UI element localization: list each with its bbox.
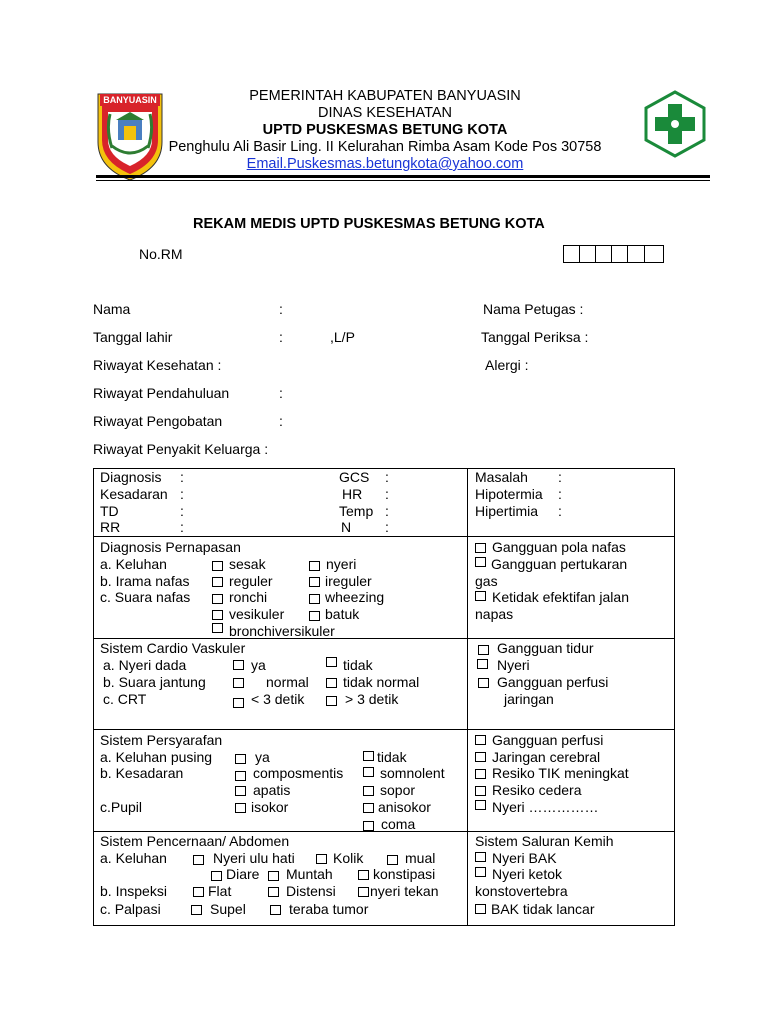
option-nyeri: nyeri bbox=[326, 556, 357, 572]
checkbox-normal[interactable] bbox=[233, 678, 244, 688]
field-lp: ,L/P bbox=[330, 329, 355, 345]
no-rm-digit-box[interactable] bbox=[579, 245, 596, 263]
diagnosis-nyeri: Nyeri bbox=[497, 657, 530, 673]
option-anisokor: anisokor bbox=[378, 799, 431, 815]
option-supel: Supel bbox=[210, 901, 246, 917]
colon: : bbox=[279, 413, 283, 429]
checkbox-muntah[interactable] bbox=[268, 871, 279, 881]
checkbox-pusing-tidak[interactable] bbox=[363, 751, 374, 761]
label-td: TD bbox=[100, 503, 119, 519]
label-gcs: GCS bbox=[339, 469, 370, 485]
checkbox-batuk[interactable] bbox=[309, 611, 320, 621]
field-tanggal-lahir: Tanggal lahir bbox=[93, 329, 173, 345]
colon: : bbox=[385, 503, 389, 519]
option-konstipasi: konstipasi bbox=[373, 866, 436, 882]
checkbox-nyeri-syaraf[interactable] bbox=[475, 800, 486, 810]
checkbox-coma[interactable] bbox=[363, 821, 374, 831]
checkbox-ya[interactable] bbox=[233, 660, 244, 670]
diagnosis-gangguan-perfusi: Gangguan perfusi bbox=[497, 674, 609, 690]
logo-left-label: BANYUASIN bbox=[103, 95, 157, 105]
checkbox-teraba-tumor[interactable] bbox=[270, 905, 281, 915]
colon: : bbox=[385, 486, 389, 502]
header-rule-thick bbox=[96, 175, 710, 178]
colon: : bbox=[279, 301, 283, 317]
label-keluhan: a. Keluhan bbox=[100, 556, 167, 572]
label-pupil: c.Pupil bbox=[100, 799, 143, 815]
no-rm-digit-box[interactable] bbox=[611, 245, 628, 263]
checkbox-nyeri-tekan[interactable] bbox=[358, 887, 369, 897]
label-hipertimia: Hipertimia bbox=[475, 503, 539, 519]
label-keluhan-pusing: a. Keluhan pusing bbox=[100, 749, 213, 765]
option-muntah: Muntah bbox=[286, 866, 333, 882]
label-n: N bbox=[341, 519, 352, 535]
option-crt-less-3: < 3 detik bbox=[251, 691, 305, 707]
checkbox-supel[interactable] bbox=[191, 905, 202, 915]
header-government: PEMERINTAH KABUPATEN BANYUASIN bbox=[249, 88, 521, 104]
checkbox-isokor[interactable] bbox=[235, 803, 246, 813]
section-persyarafan-title: Sistem Persyarafan bbox=[100, 732, 223, 748]
diagnosis-nyeri-ketok: Nyeri ketok bbox=[492, 866, 563, 882]
diagnosis-jaringan: jaringan bbox=[504, 691, 554, 707]
checkbox-wheezing[interactable] bbox=[309, 594, 320, 604]
field-riwayat-pengobatan: Riwayat Pengobatan bbox=[93, 413, 223, 429]
header-rule-thin bbox=[96, 180, 710, 181]
option-tidak: tidak bbox=[377, 749, 407, 765]
colon: : bbox=[180, 469, 184, 485]
checkbox-kolik[interactable] bbox=[316, 854, 327, 864]
option-normal: normal bbox=[266, 674, 309, 690]
checkbox-apatis[interactable] bbox=[235, 786, 246, 796]
option-apatis: apatis bbox=[253, 782, 291, 798]
no-rm-label: No.RM bbox=[139, 246, 183, 262]
label-irama-nafas: b. Irama nafas bbox=[100, 573, 190, 589]
diagnosis-jaringan-cerebral: Jaringan cerebral bbox=[492, 749, 601, 765]
colon: : bbox=[279, 329, 283, 345]
option-tidak-normal: tidak normal bbox=[343, 674, 420, 690]
label-hr: HR bbox=[342, 486, 363, 502]
option-somnolent: somnolent bbox=[380, 765, 445, 781]
checkbox-pusing-ya[interactable] bbox=[235, 754, 246, 764]
label-suara-nafas: c. Suara nafas bbox=[100, 589, 191, 605]
label-masalah: Masalah bbox=[475, 469, 528, 485]
colon: : bbox=[279, 385, 283, 401]
checkbox-reguler[interactable] bbox=[212, 577, 223, 587]
checkbox-gangguan-tidur[interactable] bbox=[478, 645, 489, 655]
option-distensi: Distensi bbox=[286, 883, 336, 899]
option-wheezing: wheezing bbox=[325, 589, 385, 605]
checkbox-nyeri-bak[interactable] bbox=[475, 852, 486, 862]
diagnosis-ketidak-efektifan: Ketidak efektifan jalan bbox=[492, 589, 629, 605]
checkbox-vesikuler[interactable] bbox=[212, 610, 223, 620]
label-rr: RR bbox=[100, 519, 121, 535]
header-email-link[interactable]: Email.Puskesmas.betungkota@yahoo.com bbox=[246, 156, 524, 172]
option-flat: Flat bbox=[208, 883, 232, 899]
diagnosis-bak-tidak-lancar: BAK tidak lancar bbox=[491, 901, 595, 917]
option-mual: mual bbox=[405, 850, 436, 866]
label-keluhan-cerna: a. Keluhan bbox=[100, 850, 167, 866]
banyuasin-logo bbox=[94, 90, 166, 182]
checkbox-konstipasi[interactable] bbox=[358, 870, 369, 880]
checkbox-nyeri-ketok[interactable] bbox=[475, 867, 486, 877]
checkbox-nyeri-cardio[interactable] bbox=[477, 659, 488, 669]
header-institution: UPTD PUSKESMAS BETUNG KOTA bbox=[262, 122, 508, 138]
label-nyeri-dada: a. Nyeri dada bbox=[103, 657, 187, 673]
label-temp: Temp bbox=[339, 503, 374, 519]
checkbox-distensi[interactable] bbox=[268, 887, 279, 897]
diagnosis-napas: napas bbox=[475, 606, 514, 622]
option-batuk: batuk bbox=[325, 606, 360, 622]
option-nyeri-ulu-hati: Nyeri ulu hati bbox=[213, 850, 295, 866]
checkbox-nyeri[interactable] bbox=[309, 561, 320, 571]
checkbox-composmentis[interactable] bbox=[235, 771, 246, 781]
checkbox-gangguan-perfusi-syaraf[interactable] bbox=[475, 735, 486, 745]
option-ya: ya bbox=[251, 657, 266, 673]
label-inspeksi: b. Inspeksi bbox=[100, 883, 167, 899]
diagnosis-resiko-tik: Resiko TIK meningkat bbox=[492, 765, 629, 781]
label-kesadaran-syaraf: b. Kesadaran bbox=[100, 765, 184, 781]
checkbox-flat[interactable] bbox=[193, 887, 204, 897]
no-rm-digit-box[interactable] bbox=[595, 245, 612, 263]
header-address: Penghulu Ali Basir Ling. II Kelurahan Rimba Asam Kode Pos 30758 bbox=[168, 139, 602, 155]
checkbox-ireguler[interactable] bbox=[309, 577, 320, 587]
field-alergi: Alergi : bbox=[485, 357, 529, 373]
checkbox-resiko-tik[interactable] bbox=[475, 769, 486, 779]
diagnosis-gangguan-tidur: Gangguan tidur bbox=[497, 640, 594, 656]
checkbox-crt-more-3[interactable] bbox=[326, 696, 337, 706]
colon: : bbox=[180, 486, 184, 502]
diagnosis-resiko-cedera: Resiko cedera bbox=[492, 782, 582, 798]
field-nama-petugas: Nama Petugas : bbox=[483, 301, 584, 317]
option-vesikuler: vesikuler bbox=[229, 606, 285, 622]
checkbox-nyeri-ulu-hati[interactable] bbox=[193, 855, 204, 865]
colon: : bbox=[180, 519, 184, 535]
checkbox-bronchiversikuler[interactable] bbox=[212, 623, 223, 633]
label-crt: c. CRT bbox=[103, 691, 147, 707]
label-suara-jantung: b. Suara jantung bbox=[103, 674, 206, 690]
no-rm-digit-box[interactable] bbox=[563, 245, 580, 263]
diagnosis-gangguan-pola-nafas: Gangguan pola nafas bbox=[492, 539, 626, 555]
label-hipotermia: Hipotermia bbox=[475, 486, 543, 502]
checkbox-tidak-normal[interactable] bbox=[326, 678, 337, 688]
colon: : bbox=[180, 503, 184, 519]
label-kesadaran: Kesadaran bbox=[100, 486, 168, 502]
header-department: DINAS KESEHATAN bbox=[317, 105, 453, 121]
option-crt-more-3: > 3 detik bbox=[345, 691, 399, 707]
table-row-divider bbox=[93, 729, 675, 730]
option-nyeri-tekan: nyeri tekan bbox=[370, 883, 439, 899]
label-diagnosis: Diagnosis bbox=[100, 469, 162, 485]
field-riwayat-penyakit-keluarga: Riwayat Penyakit Keluarga : bbox=[93, 441, 269, 457]
no-rm-digit-box[interactable] bbox=[627, 245, 645, 263]
option-bronchiversikuler: bronchiversikuler bbox=[229, 623, 335, 639]
colon: : bbox=[558, 486, 562, 502]
diagnosis-konstovertebra: konstovertebra bbox=[475, 883, 568, 899]
checkbox-anisokor[interactable] bbox=[363, 803, 374, 813]
section-pernapasan-title: Diagnosis Pernapasan bbox=[100, 539, 241, 555]
puskesmas-logo bbox=[644, 90, 706, 158]
colon: : bbox=[558, 469, 562, 485]
section-saluran-kemih-title: Sistem Saluran Kemih bbox=[475, 833, 614, 849]
diagnosis-nyeri-other: Nyeri …………… bbox=[492, 799, 599, 815]
checkbox-sesak[interactable] bbox=[212, 561, 223, 571]
option-composmentis: composmentis bbox=[253, 765, 344, 781]
checkbox-ronchi[interactable] bbox=[212, 594, 223, 604]
checkbox-tidak[interactable] bbox=[326, 657, 337, 667]
label-palpasi: c. Palpasi bbox=[100, 901, 161, 917]
diagnosis-gangguan-pertukaran: Gangguan pertukaran bbox=[491, 556, 628, 572]
section-cardio-title: Sistem Cardio Vaskuler bbox=[100, 640, 246, 656]
page-title: REKAM MEDIS UPTD PUSKESMAS BETUNG KOTA bbox=[193, 216, 545, 232]
checkbox-sopor[interactable] bbox=[363, 786, 374, 796]
field-riwayat-kesehatan: Riwayat Kesehatan : bbox=[93, 357, 222, 373]
diagnosis-nyeri-bak: Nyeri BAK bbox=[492, 850, 557, 866]
no-rm-digit-box[interactable] bbox=[644, 245, 664, 263]
option-sopor: sopor bbox=[380, 782, 416, 798]
option-coma: coma bbox=[381, 816, 416, 832]
checkbox-bak-tidak-lancar[interactable] bbox=[475, 904, 486, 914]
option-tidak: tidak bbox=[343, 657, 373, 673]
checkbox-somnolent[interactable] bbox=[363, 767, 374, 777]
option-diare: Diare bbox=[226, 866, 260, 882]
field-nama: Nama bbox=[93, 301, 131, 317]
option-isokor: isokor bbox=[251, 799, 289, 815]
colon: : bbox=[385, 469, 389, 485]
colon: : bbox=[385, 519, 389, 535]
checkbox-diare[interactable] bbox=[211, 871, 222, 881]
option-ya: ya bbox=[255, 749, 270, 765]
checkbox-gangguan-perfusi[interactable] bbox=[478, 678, 489, 688]
option-reguler: reguler bbox=[229, 573, 273, 589]
option-ronchi: ronchi bbox=[229, 589, 268, 605]
section-pencernaan-title: Sistem Pencernaan/ Abdomen bbox=[100, 833, 290, 849]
checkbox-gangguan-pola-nafas[interactable] bbox=[475, 543, 486, 553]
option-teraba-tumor: teraba tumor bbox=[289, 901, 369, 917]
option-ireguler: ireguler bbox=[325, 573, 372, 589]
colon: : bbox=[558, 503, 562, 519]
checkbox-gangguan-pertukaran-gas[interactable] bbox=[475, 557, 486, 567]
option-kolik: Kolik bbox=[333, 850, 364, 866]
checkbox-jaringan-cerebral[interactable] bbox=[475, 752, 486, 762]
checkbox-mual[interactable] bbox=[387, 855, 398, 865]
diagnosis-gangguan-perfusi: Gangguan perfusi bbox=[492, 732, 604, 748]
field-tanggal-periksa: Tanggal Periksa : bbox=[481, 329, 589, 345]
table-row-divider bbox=[93, 536, 675, 537]
diagnosis-gas: gas bbox=[475, 573, 498, 589]
checkbox-ketidak-efektifan[interactable] bbox=[475, 591, 486, 601]
field-riwayat-pendahuluan: Riwayat Pendahuluan bbox=[93, 385, 230, 401]
option-sesak: sesak bbox=[229, 556, 266, 572]
table-row-divider bbox=[93, 638, 675, 639]
checkbox-crt-less-3[interactable] bbox=[233, 698, 244, 708]
checkbox-resiko-cedera[interactable] bbox=[475, 786, 486, 796]
